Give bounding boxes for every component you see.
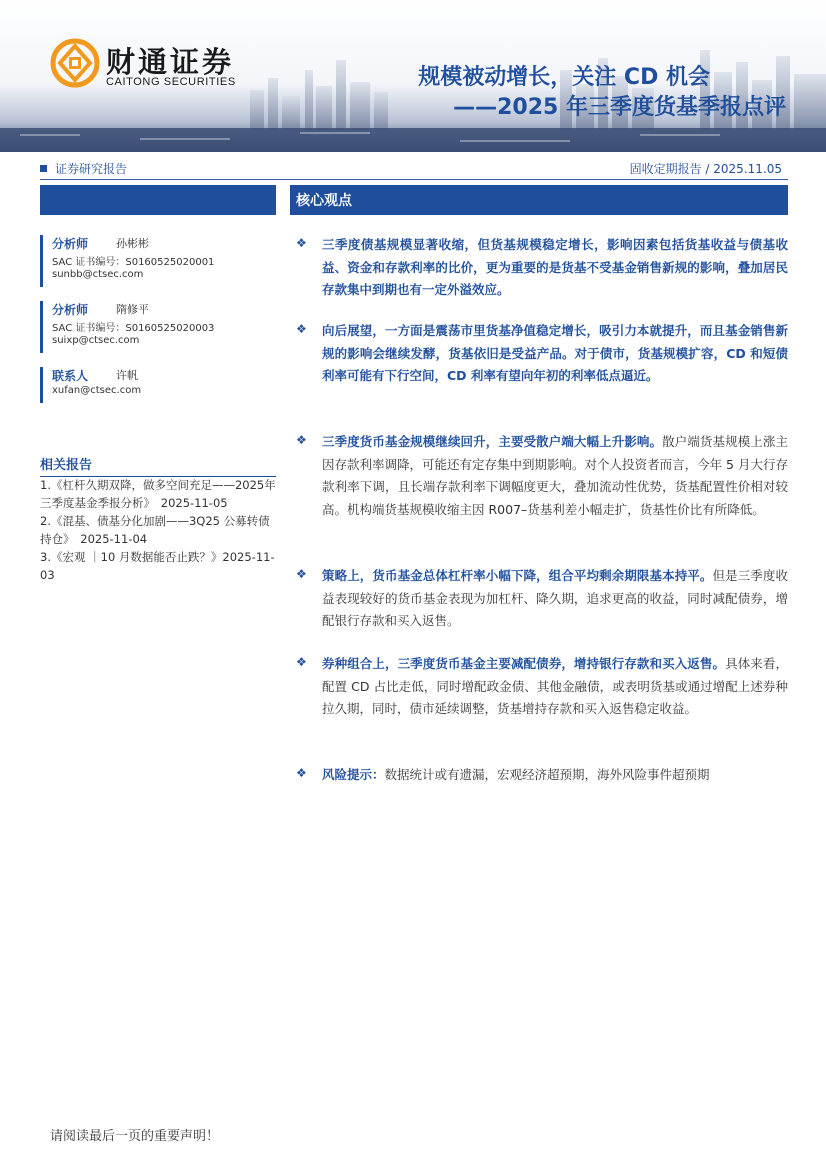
key-point-bold: 券种组合上，三季度货币基金主要减配债券，增持银行存款和买入返售。 [322,656,726,671]
logo-coin-icon [50,38,100,88]
risk-warning-body: 数据统计或有遗漏，宏观经济超预期，海外风险事件超预期 [384,767,710,782]
related-report-item[interactable]: 1.《杠杆久期双降，做多空间充足——2025年三季度基金季报分析》 2025-11-05 [40,478,276,510]
analyst-cert: SAC 证书编号：S0160525020001 [52,257,215,268]
key-point-bold: 三季度货币基金规模继续回升，主要受散户端大幅上升影响。 [322,434,663,449]
diamond-bullet-icon: ❖ [296,655,307,669]
report-header [0,0,826,152]
company-logo [50,38,250,94]
diamond-bullet-icon: ❖ [296,236,307,250]
analyst-cert: SAC 证书编号：S0160525020003 [52,323,215,334]
related-report-item[interactable]: 2.《混基、债基分化加剧——3Q25 公募转债持仓》 2025-11-04 [40,514,270,546]
disclaimer-note: 请阅读最后一页的重要声明！ [50,1129,220,1144]
analyst-email[interactable]: sunbb@ctsec.com [52,269,144,280]
key-point-text [322,431,788,521]
report-type [40,160,127,177]
logo-name-en: CAITONG SECURITIES [106,76,236,88]
key-point-bold: 策略上，货币基金总体杠杆率小幅下降，组合平均剩余期限基本持平。 [322,568,713,583]
report-category-date: 固收定期报告 / 2025.11.05 [629,162,782,176]
key-point-body: 但是三季度收益表现较好的货币基金表现为加杠杆、降久期，追求更高的收益，同时减配债券，增配银行存款和买入返售。 [322,568,788,628]
diamond-bullet-icon: ❖ [296,567,307,581]
contact-role: 联系人 [52,369,89,383]
analyst-email[interactable]: suixp@ctsec.com [52,335,140,346]
report-type-label: 证券研究报告 [55,162,128,176]
logo-name-cn: 财通证券 [106,45,235,79]
key-point-body: 具体来看，配置 CD 占比走低，同时增配政金债、其他金融债，或表明货基或通过增配上述券种拉久期，同时，债市延续调整，货基增持存款和买入返售稳定收益。 [322,656,788,716]
core-view-title: 核心观点 [296,193,352,209]
report-subtitle: ——2025 年三季度货基季报点评 [453,95,786,120]
key-point-text [322,234,788,302]
key-point-text [322,653,788,721]
analyst-card [40,301,276,353]
key-point-text [322,320,788,388]
core-view-header [290,185,788,215]
related-reports-list [40,476,280,584]
key-point-body: 散户端货基规模上涨主因存款利率调降，可能还有定存集中到期影响。对个人投资者而言，今年 5 月大行存款利率下调，且长端存款利率下调幅度更大，叠加流动性优势，货基配置性价相对较高。机构端货基规模收缩主因 R007–货基利差小幅走扩，货基性价比有所降低。 [322,434,788,517]
analyst-accent-line [40,301,43,353]
analyst-accent-line [40,235,43,287]
risk-warning-text [322,764,788,787]
contact-email[interactable]: xufan@ctsec.com [52,385,142,396]
related-report-item[interactable]: 3.《宏观 ｜10 月数据能否止跌？》2025-11-03 [40,550,275,582]
report-title: 规模被动增长，关注 CD 机会 [418,65,710,90]
analyst-name: 孙彬彬 [116,237,149,250]
square-bullet-icon [40,165,47,172]
key-point-text [322,565,788,633]
contact-card [40,367,276,403]
contact-name: 许帆 [116,369,138,382]
key-point-bold: 向后展望，一方面是震荡市里货基净值稳定增长，吸引力本就提升，而且基金销售新规的影响会继续发酵，货基依旧是受益产品。对于债市，货基规模扩容，CD 和短债利率可能有下行空间，CD 利率有望向年初的利率低点逼近。 [322,323,788,383]
risk-warning-label: 风险提示： [322,767,385,782]
report-meta-bar [40,158,788,180]
analyst-card [40,235,276,287]
contact-accent-line [40,367,43,403]
diamond-bullet-icon: ❖ [296,322,307,336]
related-reports-title: 相关报告 [40,454,276,477]
analyst-role: 分析师 [52,303,89,317]
diamond-bullet-icon: ❖ [296,766,307,780]
key-point-bold: 三季度债基规模显著收缩，但货基规模稳定增长，影响因素包括货基收益与债基收益、资金和存款利率的比价，更为重要的是货基不受基金销售新规的影响，叠加居民存款集中到期也有一定外溢效应。 [322,237,788,297]
analyst-name: 隋修平 [116,303,149,316]
analyst-role: 分析师 [52,237,89,251]
left-header-bar [40,185,276,215]
diamond-bullet-icon: ❖ [296,433,307,447]
